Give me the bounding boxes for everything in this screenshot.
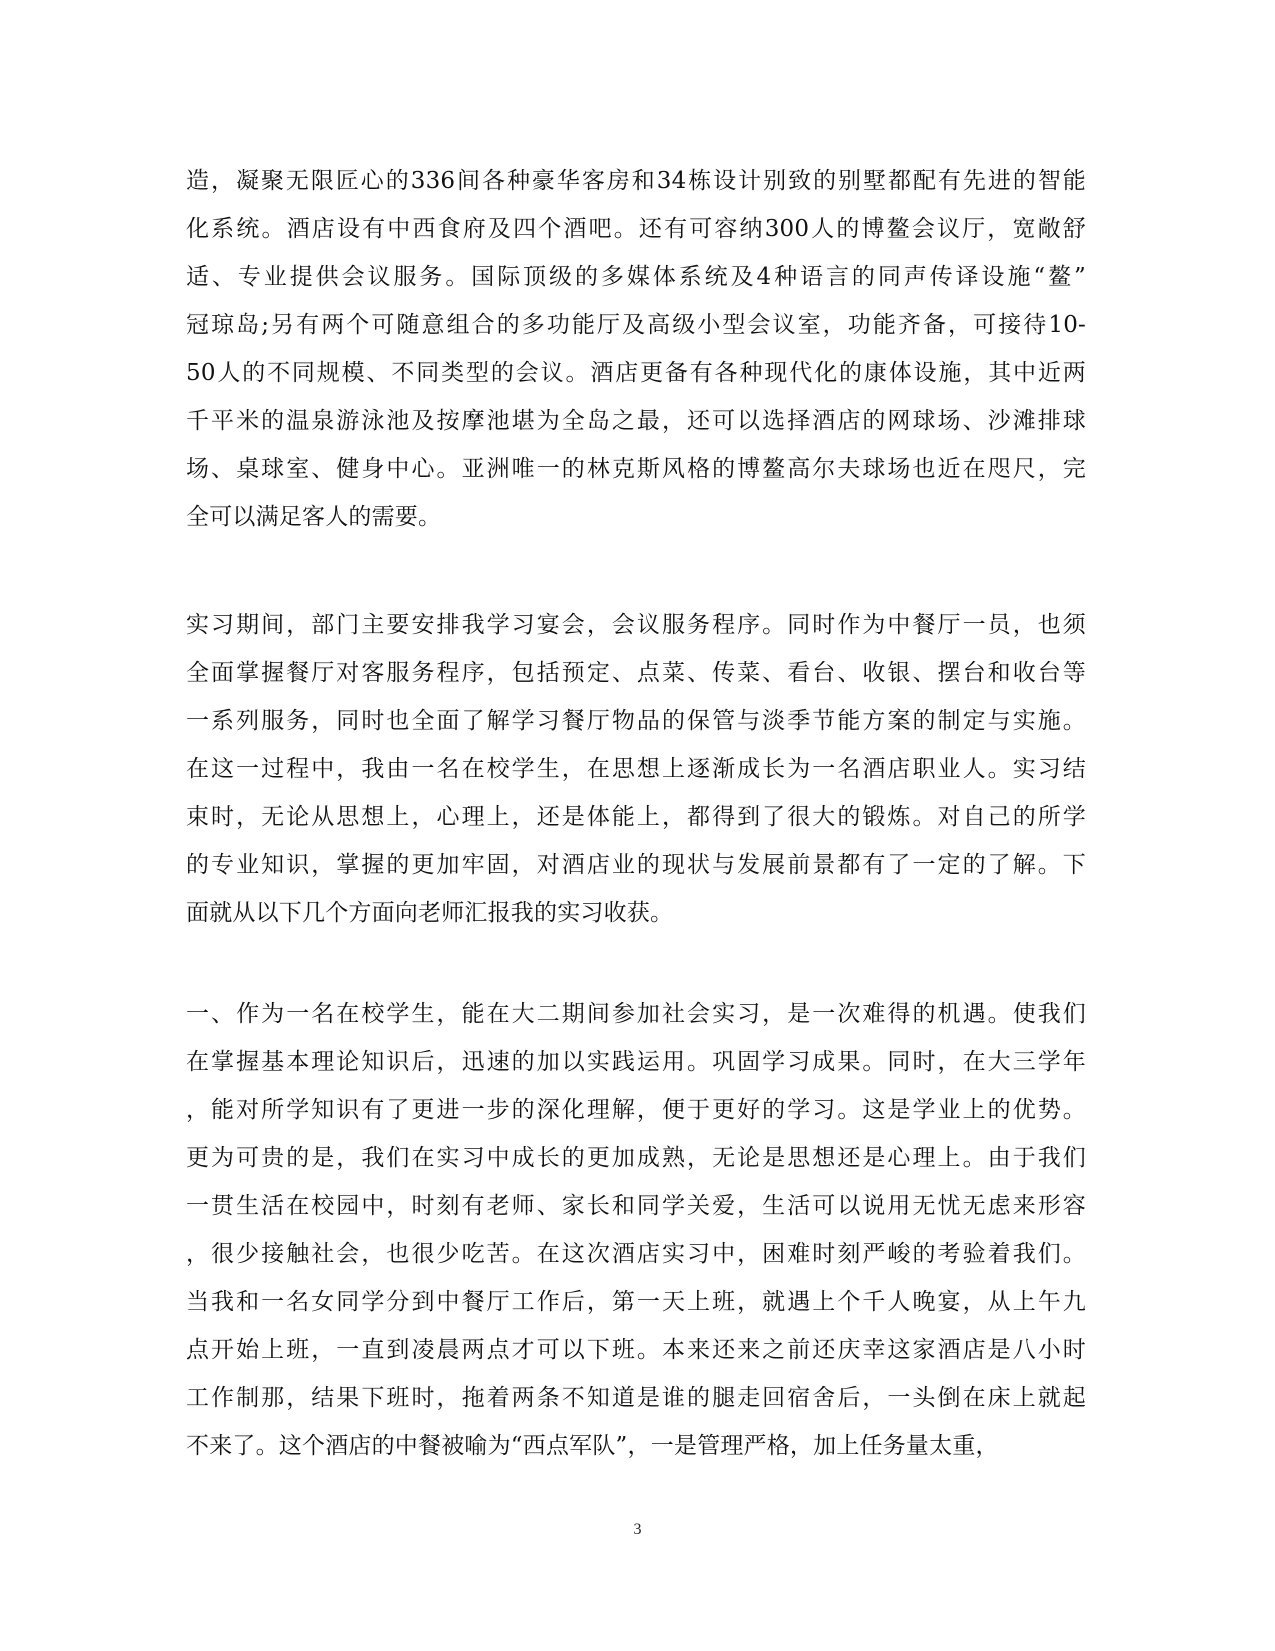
text-line: 更为可贵的是，我们在实习中成长的更加成熟，无论是思想还是心理上。由于我们: [186, 1145, 1086, 1171]
text-line: 一、作为一名在校学生，能在大二期间参加社会实习，是一次难得的机遇。使我们: [186, 1001, 1086, 1027]
text-line: 在这一过程中，我由一名在校学生，在思想上逐渐成长为一名酒店职业人。实习结: [186, 756, 1086, 782]
text-line: 一贯生活在校园中，时刻有老师、家长和同学关爱，生活可以说用无忧无虑来形容: [186, 1193, 1086, 1219]
text-line: 不来了。这个酒店的中餐被喻为“西点军队”，一是管理严格，加上任务量太重，: [186, 1433, 999, 1459]
text-line: 50人的不同规模、不同类型的会议。酒店更备有各种现代化的康体设施，其中近两: [186, 360, 1086, 386]
text-line: 造，凝聚无限匠心的336间各种豪华客房和34栋设计别致的别墅都配有先进的智能: [186, 168, 1086, 194]
text-line: 适、专业提供会议服务。国际顶级的多媒体系统及4种语言的同声传译设施“鳌”: [186, 264, 1086, 290]
text-line: 全可以满足客人的需要。: [186, 504, 442, 530]
page-number: 3: [633, 1521, 642, 1538]
text-line: ，能对所学知识有了更进一步的深化理解，便于更好的学习。这是学业上的优势。: [186, 1097, 1086, 1123]
text-line: 冠琼岛;另有两个可随意组合的多功能厅及高级小型会议室，功能齐备，可接待10-: [186, 312, 1086, 338]
text-line: 点开始上班，一直到凌晨两点才可以下班。本来还来之前还庆幸这家酒店是八小时: [186, 1337, 1086, 1363]
text-line: 全面掌握餐厅对客服务程序，包括预定、点菜、传菜、看台、收银、摆台和收台等: [186, 660, 1086, 686]
paragraph-internship-duties: [186, 601, 1086, 937]
text-line: 面就从以下几个方面向老师汇报我的实习收获。: [186, 900, 674, 926]
text-line: 千平米的温泉游泳池及按摩池堪为全岛之最，还可以选择酒店的网球场、沙滩排球: [186, 408, 1086, 434]
text-line: ，很少接触社会，也很少吃苦。在这次酒店实习中，困难时刻严峻的考验着我们。: [186, 1241, 1086, 1267]
text-line: 的专业知识，掌握的更加牢固，对酒店业的现状与发展前景都有了一定的了解。下: [186, 852, 1086, 878]
text-line: 一系列服务，同时也全面了解学习餐厅物品的保管与淡季节能方案的制定与实施。: [186, 708, 1086, 734]
text-line: 当我和一名女同学分到中餐厅工作后，第一天上班，就遇上个千人晚宴，从上午九: [186, 1289, 1086, 1315]
text-line: 实习期间，部门主要安排我学习宴会，会议服务程序。同时作为中餐厅一员，也须: [186, 612, 1086, 638]
text-line: 束时，无论从思想上，心理上，还是体能上，都得到了很大的锻炼。对自己的所学: [186, 804, 1086, 830]
text-line: 工作制那，结果下班时，拖着两条不知道是谁的腿走回宿舍后，一头倒在床上就起: [186, 1385, 1086, 1411]
text-line: 场、桌球室、健身中心。亚洲唯一的林克斯风格的博鳌高尔夫球场也近在咫尺，完: [186, 456, 1086, 482]
text-line: 化系统。酒店设有中西食府及四个酒吧。还有可容纳300人的博鳌会议厅，宽敞舒: [186, 216, 1086, 242]
text-line: 在掌握基本理论知识后，迅速的加以实践运用。巩固学习成果。同时，在大三学年: [186, 1049, 1086, 1075]
paragraph-hotel-facilities: [186, 157, 1086, 541]
paragraph-internship-gains: [186, 990, 1086, 1470]
